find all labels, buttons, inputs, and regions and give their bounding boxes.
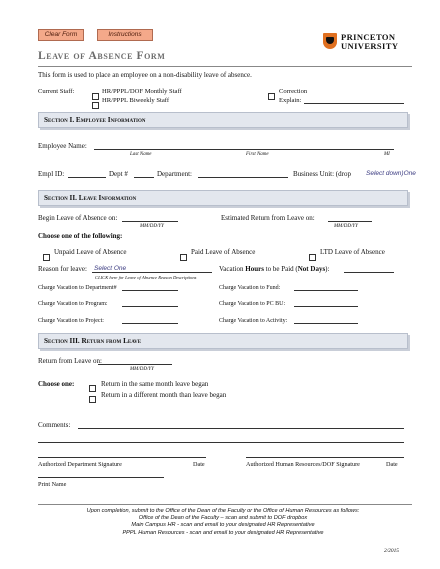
return-type-prompt: Choose one: <box>38 380 75 388</box>
cv-activity-input[interactable] <box>294 323 358 324</box>
dept-signature-label: Authorized Department Signature <box>38 461 122 468</box>
paid-leave-checkbox[interactable] <box>180 248 187 266</box>
business-unit-label: Business Unit: (drop <box>293 170 351 178</box>
unpaid-leave-checkbox[interactable] <box>43 248 50 266</box>
empl-id-label: Empl ID: <box>38 170 65 178</box>
first-name-caption: First Name <box>246 152 269 157</box>
unpaid-leave-label: Unpaid Leave of Absence <box>54 248 127 256</box>
form-title: Leave of Absence Form <box>38 50 166 62</box>
cv-program-label: Charge Vacation to Program: <box>38 301 108 307</box>
footer-line-2: Office of the Dean of the Faculty – scan and submit to DOF dropbox <box>138 515 308 522</box>
cv-project-label: Charge Vacation to Project: <box>38 318 104 324</box>
cv-department-input[interactable] <box>122 290 178 291</box>
comments-input-line-1[interactable] <box>78 428 404 429</box>
cv-fund-input[interactable] <box>294 290 358 291</box>
begin-date-format: MM/DD/YY <box>140 224 164 229</box>
employee-name-label: Employee Name: <box>38 142 87 150</box>
reason-label: Reason for leave: <box>38 265 87 273</box>
correction-label: Correction <box>279 88 308 95</box>
vacation-hours-label: Vacation Hours to be Paid (Not Days): <box>219 265 330 273</box>
employee-name-input[interactable] <box>94 149 394 150</box>
business-unit-select[interactable]: Select down)One <box>366 170 416 177</box>
different-month-label: Return in a different month than leave began <box>101 391 227 399</box>
return-date-format: MM/DD/YY <box>334 224 358 229</box>
estimated-return-input[interactable] <box>328 221 372 222</box>
current-staff-label: Current Staff: <box>38 88 75 95</box>
ltd-leave-checkbox[interactable] <box>309 248 316 266</box>
begin-leave-input[interactable] <box>122 221 178 222</box>
mi-caption: MI <box>384 152 390 157</box>
cv-department-label: Charge Vacation to Department# <box>38 285 117 291</box>
dept-date-label: Date <box>193 461 205 468</box>
cv-project-input[interactable] <box>122 323 178 324</box>
footer-line-1: Upon completion, submit to the Office of the Dean of the Faculty or the Office of Human Resources as follows: <box>86 508 360 514</box>
instructions-button[interactable]: Instructions <box>97 29 153 41</box>
section-3-header: Section III. Return from Leave <box>38 333 408 349</box>
dept-no-label: Dept # <box>109 170 128 178</box>
cv-pcbu-input[interactable] <box>294 306 358 307</box>
cv-activity-label: Charge Vacation to Activity: <box>219 318 288 324</box>
dept-no-input[interactable] <box>134 177 154 178</box>
header-divider <box>38 66 412 67</box>
print-name-line[interactable] <box>38 477 164 478</box>
footer-line-4: PPPL Human Resources - scan and email to your designated HR Representative <box>122 529 324 536</box>
reason-descriptions-link[interactable]: CLICK here for Leave of Absence Reason Descriptions <box>95 275 197 280</box>
monthly-staff-label: HR/PPPL/DOF Monthly Staff <box>102 88 182 95</box>
submission-instructions <box>38 508 408 537</box>
cv-fund-label: Charge Vacation to Fund: <box>219 285 281 291</box>
footer-divider <box>38 504 412 505</box>
section-2-header: Section II. Leave Information <box>38 190 408 206</box>
clear-form-button[interactable]: Clear Form <box>38 29 84 41</box>
explain-input[interactable] <box>304 103 404 104</box>
hr-signature-line[interactable] <box>246 457 404 458</box>
return-from-leave-input[interactable] <box>98 364 172 365</box>
university-name-line1: PRINCETON <box>341 32 396 42</box>
correction-checkbox[interactable] <box>268 87 275 105</box>
princeton-shield-icon <box>323 33 337 49</box>
last-name-caption: Last Name <box>130 152 152 157</box>
return-from-leave-label: Return from Leave on: <box>38 357 102 365</box>
dept-signature-line[interactable] <box>38 457 206 458</box>
section-1-header: Section I. Employee Information <box>38 112 408 128</box>
form-version: 2/2015 <box>384 548 399 554</box>
paid-leave-label: Paid Leave of Absence <box>191 248 256 256</box>
reason-select-underline <box>92 272 212 273</box>
department-label: Department: <box>157 170 192 178</box>
department-input[interactable] <box>198 177 288 178</box>
estimated-return-label: Estimated Return from Leave on: <box>221 214 315 222</box>
footer-line-3: Main Campus HR - scan and email to your designated HR Representative <box>131 522 315 529</box>
different-month-checkbox[interactable] <box>89 390 96 408</box>
return-leave-date-format: MM/DD/YY <box>130 367 154 372</box>
comments-input-line-2[interactable] <box>38 442 404 443</box>
print-name-label: Print Name <box>38 481 67 488</box>
reason-select[interactable]: Select One <box>94 265 127 272</box>
biweekly-staff-label: HR/PPPL Biweekly Staff <box>102 97 170 104</box>
begin-leave-label: Begin Leave of Absence on: <box>38 214 118 222</box>
university-name-line2: UNIVERSITY <box>341 41 399 51</box>
comments-label: Comments: <box>38 421 71 429</box>
empl-id-input[interactable] <box>68 177 106 178</box>
cv-pcbu-label: Charge Vacation to PC BU: <box>219 301 286 307</box>
same-month-label: Return in the same month leave began <box>101 380 209 388</box>
intro-text: This form is used to place an employee on a non-disability leave of absence. <box>38 71 252 79</box>
leave-type-prompt: Choose one of the following: <box>38 232 123 240</box>
cv-program-input[interactable] <box>122 306 178 307</box>
explain-label: Explain: <box>279 97 302 104</box>
hr-signature-label: Authorized Human Resources/DOF Signature <box>246 461 360 468</box>
vacation-hours-input[interactable] <box>344 272 394 273</box>
ltd-leave-label: LTD Leave of Absence <box>320 248 385 256</box>
hr-date-label: Date <box>386 461 398 468</box>
